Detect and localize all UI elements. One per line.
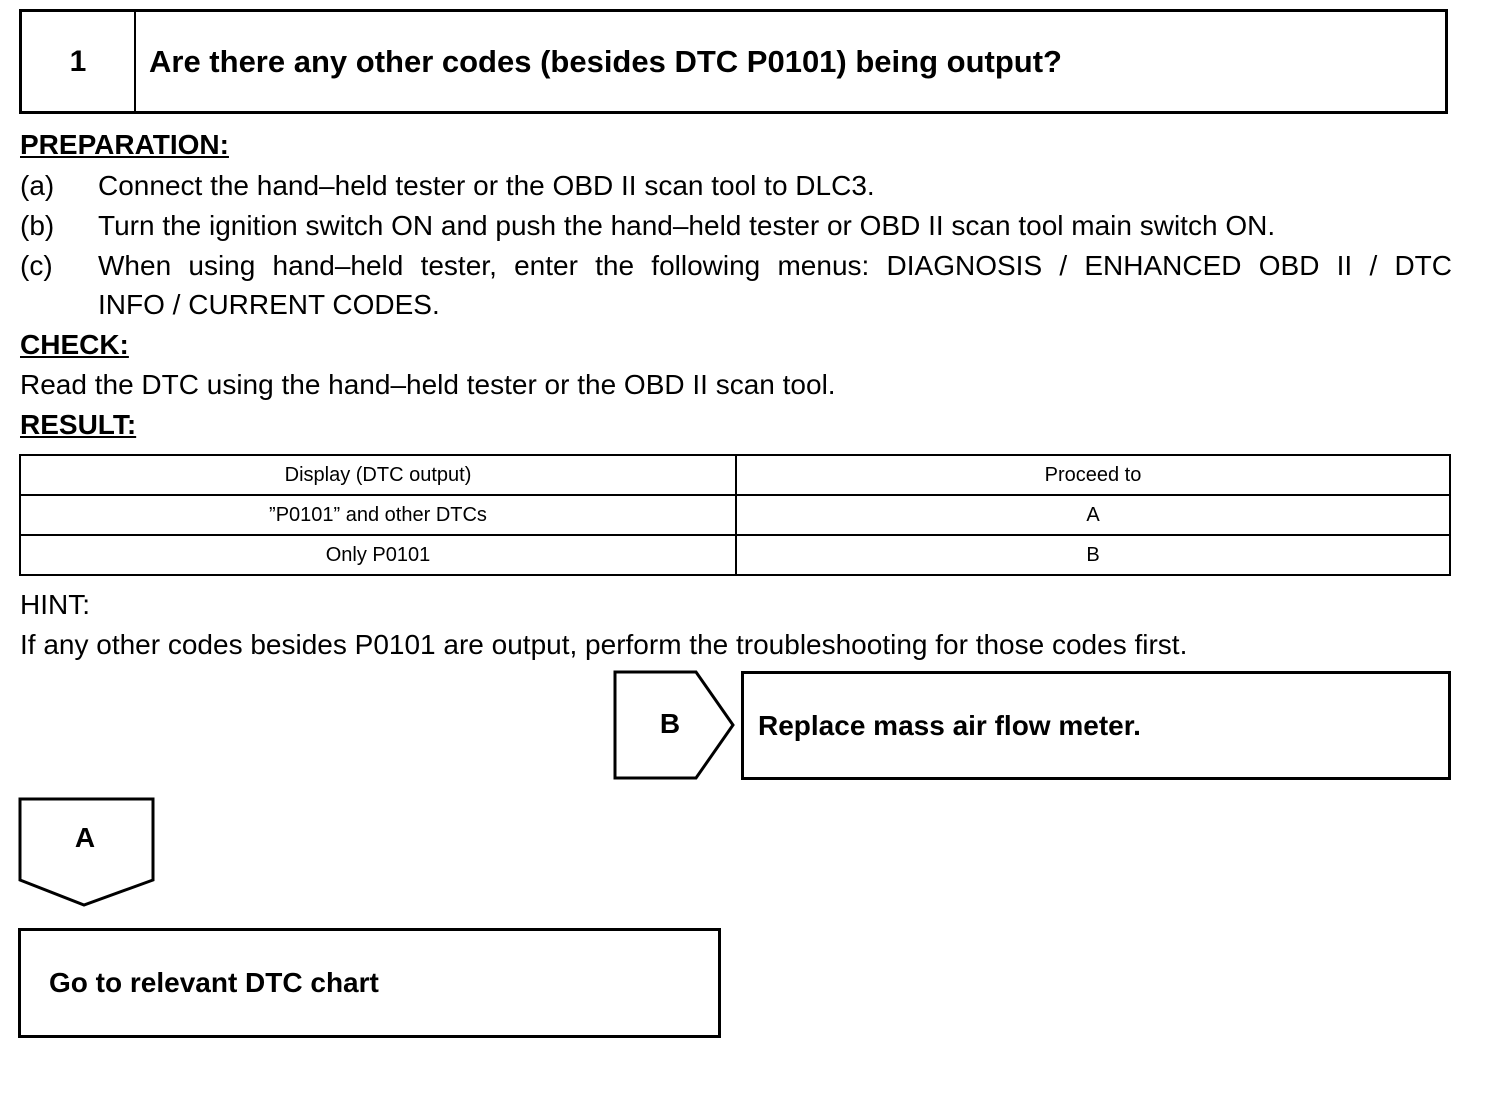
result-heading: RESULT: — [20, 409, 137, 440]
table-header-row — [20, 455, 1450, 495]
step-header — [19, 9, 1448, 114]
table-cell-display: ”P0101” and other DTCs — [20, 495, 736, 535]
check-heading: CHECK: — [20, 329, 129, 360]
preparation-heading: PREPARATION: — [20, 129, 229, 160]
step-number: 1 — [22, 12, 136, 111]
prep-item-letter-c: (c) — [20, 250, 53, 281]
hint-heading: HINT: — [20, 589, 90, 620]
prep-item-text-a: Connect the hand–held tester or the OBD II scan tool to DLC3. — [98, 170, 875, 201]
table-row — [20, 535, 1450, 575]
result-table — [19, 454, 1451, 576]
replace-maf-action-box — [741, 671, 1451, 780]
prep-item-text-c: When using hand–held tester, enter the following menus: DIAGNOSIS / ENHANCED OBD II / DTC — [98, 250, 1452, 281]
table-row — [20, 495, 1450, 535]
table-cell-display: Only P0101 — [20, 535, 736, 575]
prep-item-text-c-line2: INFO / CURRENT CODES. — [98, 289, 440, 320]
column-header-proceed: Proceed to — [736, 455, 1450, 495]
check-text: Read the DTC using the hand–held tester or the OBD II scan tool. — [20, 369, 836, 400]
step-question: Are there any other codes (besides DTC P0101) being output? — [149, 43, 1062, 79]
branch-b-action-text: Replace mass air flow meter. — [758, 709, 1141, 741]
prep-item-text-b: Turn the ignition switch ON and push the hand–held tester or OBD II scan tool main switch ON. — [98, 210, 1276, 241]
relevant-dtc-action-box — [18, 928, 721, 1038]
prep-item-letter-b: (b) — [20, 210, 55, 241]
branch-b-tag-label: B — [659, 708, 681, 739]
table-cell-proceed: A — [736, 495, 1450, 535]
branch-a-action-text: Go to relevant DTC chart — [49, 967, 379, 998]
branch-a-tag-label: A — [74, 822, 96, 853]
prep-item-letter-a: (a) — [20, 170, 55, 201]
hint-text: If any other codes besides P0101 are output, perform the troubleshooting for those codes first. — [20, 629, 1188, 660]
table-cell-proceed: B — [736, 535, 1450, 575]
column-header-display: Display (DTC output) — [20, 455, 736, 495]
